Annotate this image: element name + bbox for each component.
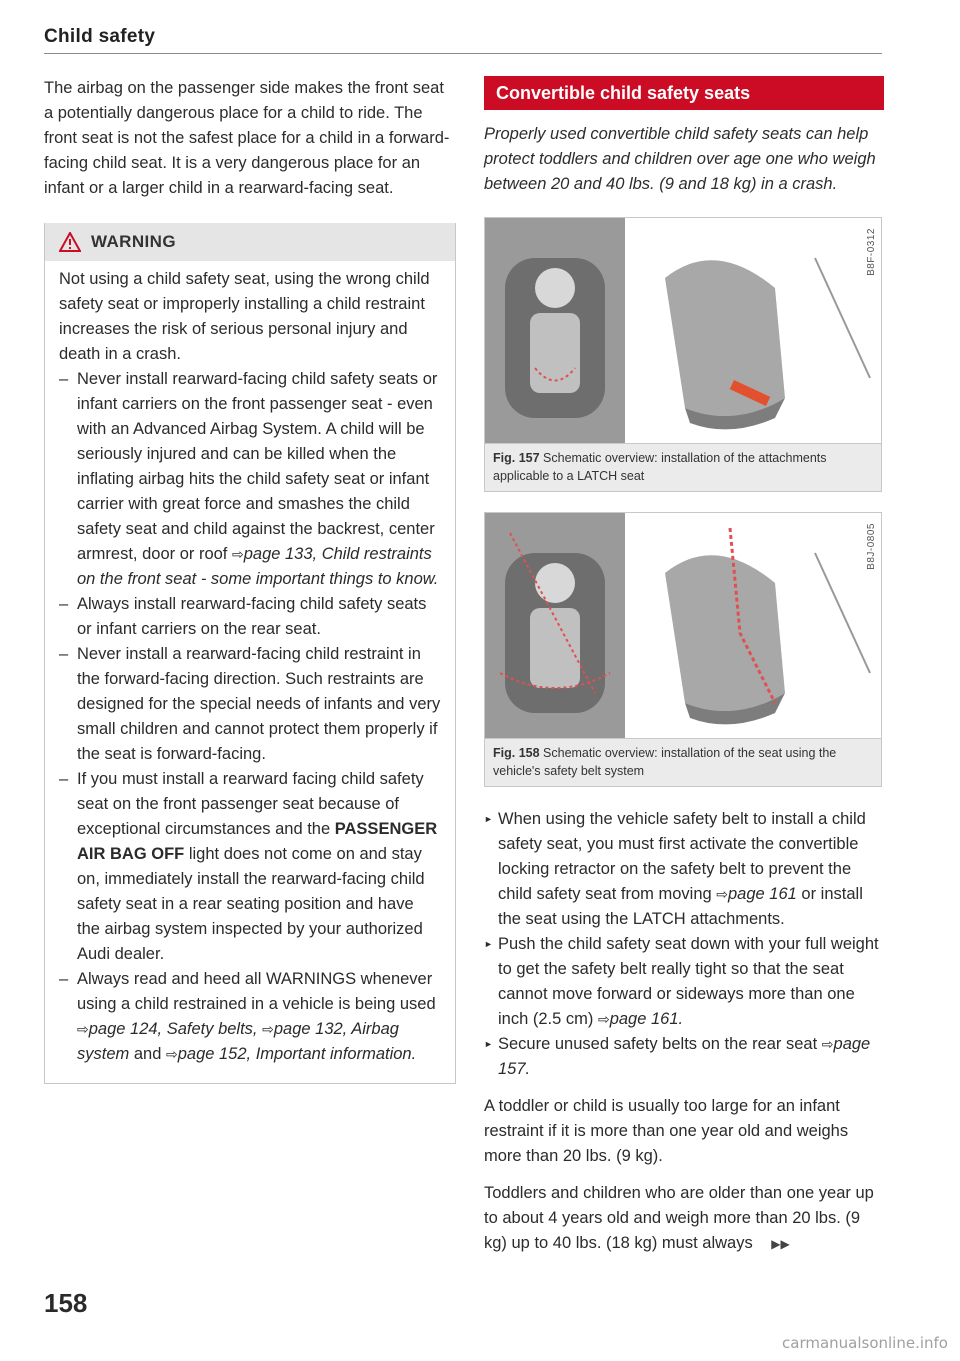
page-ref-link[interactable]: page 132, Airbag system (77, 1020, 399, 1063)
figure-image-latch (485, 218, 881, 443)
page-ref-link[interactable]: page 124, Safety belts, (88, 1020, 258, 1038)
figure-code: B8J-0805 (866, 523, 877, 570)
arrow-icon: ⇨ (231, 546, 244, 562)
intro-paragraph: The airbag on the passenger side makes the front seat a potentially dangerous place for a child to ride. The front seat is not the safest place for a child in a forward-facing child seat. It is a very dangerous place for an infant or a larger child in a rearward-facing seat. (44, 79, 450, 197)
figure-caption (485, 443, 881, 491)
page-number: 158 (44, 1288, 88, 1318)
lead-paragraph: Properly used convertible child safety seats can help protect toddlers and children over age one who weigh between 20 and 40 lbs. (9 and 18 kg) in a crash. (484, 125, 876, 193)
figure-158 (484, 512, 882, 787)
paragraph-text: Toddlers and children who are older than one year up to about 4 years old and weigh more than 20 lbs. (9 kg) up to 40 lbs. (18 kg) must always (484, 1184, 874, 1252)
page-ref-link[interactable]: page 157. (498, 1035, 871, 1078)
step-text: Secure unused safety belts on the rear seat (498, 1035, 818, 1053)
warning-item-text: Always read and heed all WARNINGS whenever using a child restrained in a vehicle is being used (77, 970, 436, 1013)
warning-item-text: Always install rearward-facing child safety seats or infant carriers on the rear seat. (77, 595, 427, 638)
figure-code: B8F-0312 (866, 228, 877, 276)
step-text: Push the child safety seat down with your full weight to get the safety belt really tight so that the seat cannot move forward or sideways more than one inch (2.5 cm) (498, 935, 879, 1028)
arrow-icon: ⇨ (716, 886, 728, 902)
warning-body (45, 261, 455, 1083)
figure-image-belt (485, 513, 881, 738)
warning-item (59, 592, 441, 642)
page-ref-link[interactable]: page 133, Child restraints on the front seat - some important things to know. (77, 545, 439, 588)
instruction-step (484, 807, 884, 932)
instruction-step (484, 932, 884, 1032)
warning-item-text: light does not come on and stay on, immediately install the rearward-facing child safety seat in a rear seating position and have the airbag system inspected by your authorized Audi dealer. (77, 845, 425, 963)
instruction-steps (484, 807, 884, 1082)
right-column (484, 76, 884, 1257)
indicator-label: PASSENGER AIR BAG OFF (77, 820, 438, 863)
warning-item-text: If you must install a rearward facing child safety seat on the front passenger seat because of exceptional circumstances and the (77, 770, 424, 838)
warning-intro: Not using a child safety seat, using the wrong child safety seat or improperly installing a child restraint increases the risk of serious personal injury and death in a crash. (59, 270, 430, 363)
watermark: carmanualsonline.info (782, 1334, 948, 1352)
warning-box (44, 223, 456, 1084)
step-text: When using the vehicle safety belt to install a child safety seat, you must first activate the convertible locking retractor on the safety belt to prevent the child safety seat from moving (498, 810, 866, 903)
page-header (44, 26, 882, 54)
arrow-icon: ⇨ (77, 1021, 89, 1037)
page-ref-link[interactable]: page 161 (728, 885, 797, 903)
left-column (44, 76, 456, 1084)
warning-item-text: Never install rearward-facing child safety seats or infant carriers on the front passenger seat - even with an Advanced Airbag System. A child will be seriously injured and can be killed when the inflating airbag hits the child safety seat or infant carrier with great force and smashes the child safety seat and child against the backrest, center armrest, door or roof (77, 370, 438, 563)
instruction-step (484, 1032, 884, 1082)
conjunction-text: and (133, 1045, 162, 1063)
section-heading: Convertible child safety seats (484, 76, 884, 110)
warning-item (59, 767, 441, 967)
figure-label: Fig. 158 (493, 746, 540, 760)
child-seat-latch-illustration (485, 218, 881, 443)
warning-list (59, 367, 441, 1067)
warning-title: WARNING (91, 232, 176, 251)
figure-caption (485, 738, 881, 786)
chapter-title: Child safety (44, 26, 156, 47)
warning-item (59, 967, 441, 1067)
figure-label: Fig. 157 (493, 451, 540, 465)
warning-item (59, 367, 441, 592)
step-text: or install the seat using the LATCH attachments. (498, 885, 863, 928)
body-paragraph-continued (484, 1181, 884, 1257)
arrow-icon: ⇨ (165, 1046, 178, 1062)
figure-157 (484, 217, 882, 492)
continue-arrow-icon: ▶▶ (771, 1237, 790, 1251)
arrow-icon: ⇨ (262, 1021, 274, 1037)
arrow-icon: ⇨ (821, 1036, 834, 1052)
page-ref-link[interactable]: page 152, Important information. (177, 1045, 417, 1063)
warning-item (59, 642, 441, 767)
warning-header (45, 223, 455, 261)
page-ref-link[interactable]: page 161. (609, 1010, 684, 1028)
warning-item-text: Never install a rearward-facing child restraint in the forward-facing direction. Such restraints are designed for the special needs of infants and very small children and cannot protect them properly if the seat is forward-facing. (77, 645, 441, 763)
warning-triangle-icon (59, 232, 81, 252)
figure-caption-text: Schematic overview: installation of the attachments applicable to a LATCH seat (493, 451, 827, 483)
child-seat-belt-illustration (485, 513, 881, 738)
arrow-icon: ⇨ (597, 1011, 610, 1027)
figure-caption-text: Schematic overview: installation of the seat using the vehicle's safety belt system (493, 746, 837, 778)
body-paragraph: A toddler or child is usually too large for an infant restraint if it is more than one year old and weighs more than 20 lbs. (9 kg). (484, 1097, 849, 1165)
